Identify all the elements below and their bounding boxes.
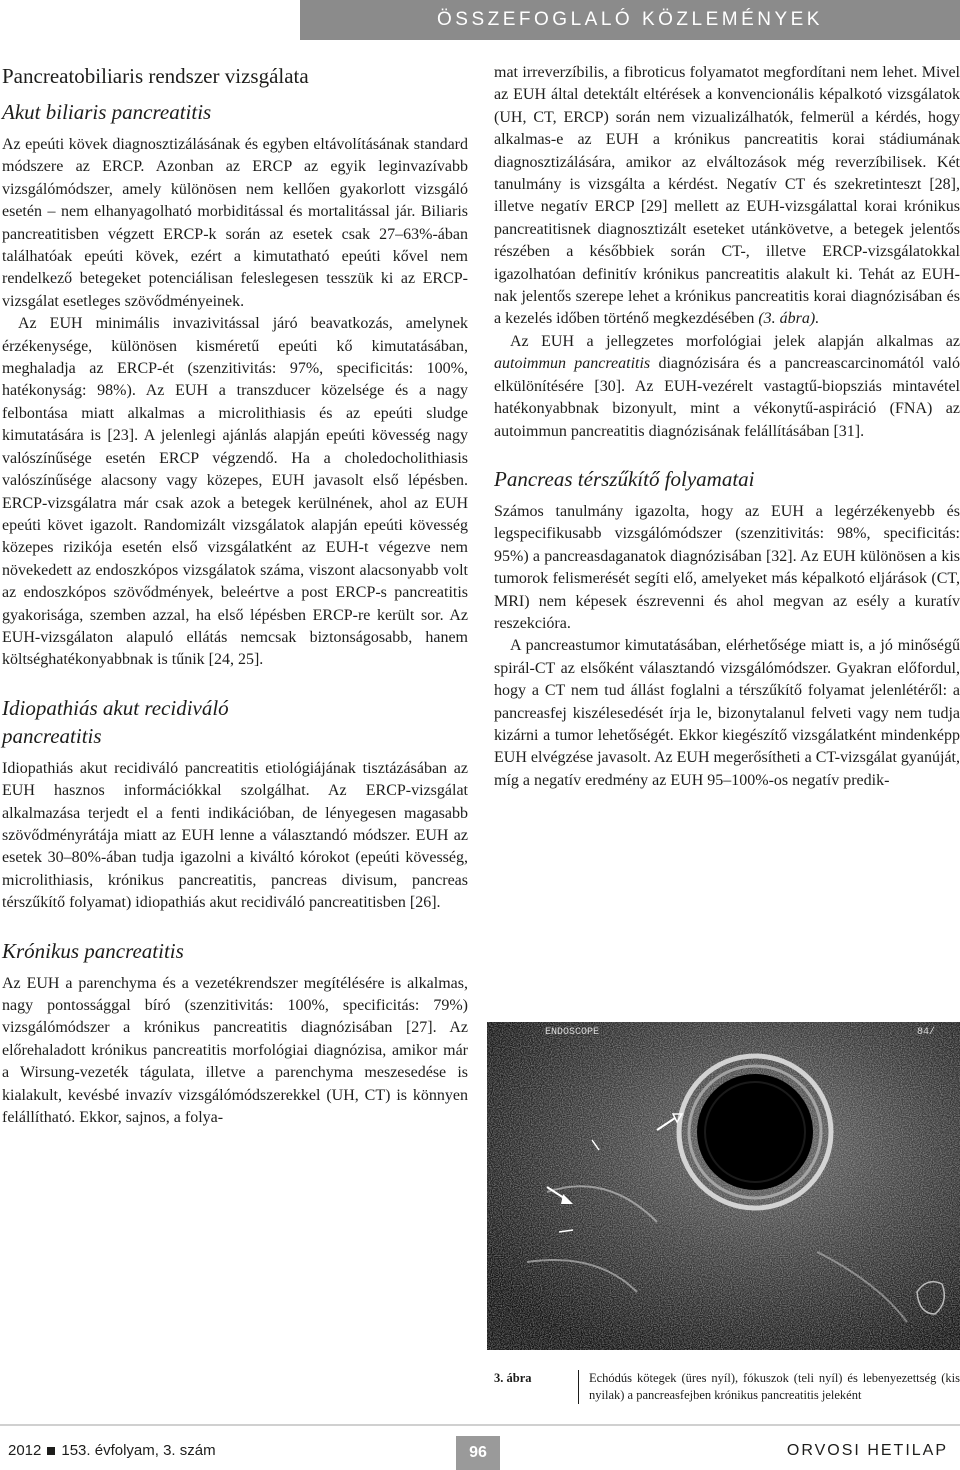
section-heading: Pancreatobiliaris rendszer vizsgálata [2, 64, 309, 88]
square-bullet-icon [47, 1447, 55, 1455]
eus-overlay-label: ENDOSCOPE [545, 1027, 600, 1038]
subheading-pancreas-terszukito: Pancreas térszűkítő folyamatai [494, 466, 755, 491]
figure-label: 3. ábra [494, 1371, 532, 1385]
journal-name: ORVOSI HETILAP [786, 1442, 948, 1459]
eus-overlay-readout: 84/ [917, 1027, 936, 1038]
subheading-idiopathias: Idiopathiás akut recidiváló pancreatitis [2, 695, 229, 748]
paragraph: A pancreastumor kimutatásában, elérhetősége miatt is, a jó minőségű spirál-CT az elsőként választandó vizsgálómódszer. Gyakran előfordul, hogy a CT nem tud állást foglalni a térszűkítő folyamat jelenlétéről: a pancreasfej kiszélesedését írja le, bizonytalanul felveti vagy nem tudja kizárni a tumor lehetőségét. Ekkor kiegészítő vizsgálatként mindenképp EUH elvégzése javasolt. Az EUH megerősítheti a CT-vizsgálat gyanúját, míg a negatív eredmény az EUH 95–100%-os negatív predik- [494, 637, 960, 789]
paragraph [494, 62, 960, 331]
paragraph: Az epeúti kövek diagnosztizálásának és egyben eltávolításának standard módszere az ERCP. Azonban az ERCP az egyik leginvazívabb vizsgálómódszer, amely különösen nem kellően gyakorlott vizsgáló esetén – nem elhanyagolható morbiditással és mortalitással jár. Biliaris pancreatitisben végzett ERCP-k során az esetek csak 27–63%-ában találhatóak epeúti kövek, ezért a kimutatható epeúti kővel nem rendelkező betegeket potenciálisan feleslegesen tesszük ki az ERCP-vizsgálat esetleges szövődményeinek. [2, 136, 468, 310]
figure-reference: (3. ábra). [758, 310, 820, 328]
page-footer [0, 1436, 960, 1470]
paragraph: Az EUH a parenchyma és a vezetékrendszer megítélésére is alkalmas, nagy pontossággal bíró (szenzitivitás: 100%, specificitás: 79%) vizsgálómódszer a krónikus pancreatitis diagnózisában [27]. Az előrehaladott krónikus pancreatitis morfológiai diagnózisa, amikor már a Wirsung-vezeték tágulata, illetve a parenchyma meszesedése is kialakult, kevésbé invazív vizsgálómódszerekkel (UH, CT) is könnyen felállítható. Ekkor, sajnos, a folya- [2, 974, 468, 1127]
footer-issue [8, 1442, 216, 1459]
eus-ultrasound-image [487, 1022, 960, 1350]
section-header-label: ÖSSZEFOGLALÓ KÖZLEMÉNYEK [437, 9, 823, 30]
page-number: 96 [456, 1436, 500, 1470]
section-header [300, 0, 960, 40]
figure-caption-text: Echódús kötegek (üres nyíl), fókuszok (teli nyíl) és lebenyezettség (kis nyilak) a pancreasfejben krónikus pancreatitis jeleként [589, 1371, 960, 1402]
figure-caption [494, 1370, 960, 1404]
caption-divider [578, 1370, 579, 1404]
right-column [494, 62, 960, 792]
paragraph [494, 331, 960, 443]
paragraph-text: diagnózisára és a pancreascarcinomától való elkülönítésére [30]. Az EUH-vezérelt vastagtű-biopsziás mintavétel hatékonyabbnak bizonyult, mint a vékonytű-aspiráció (FNA) az autoimmun pancreatitis diagnózisának felállításában [31]. [494, 355, 960, 440]
footer-year: 2012 [8, 1442, 42, 1459]
paragraph: Számos tanulmány igazolta, hogy az EUH a legérzékenyebb és legspecifikusabb vizsgálómódszer (szenzitivitás: 98%, specificitás: 95%) a pancreasdaganatok diagnózisában [32]. Az EUH különösen a kis tumorok felismerését segíti elő, amelyeket más képalkotó eljárások (CT, MRI) nem képesek észrevenni és ahol megvan az esély a kuratív reszekcióra. [494, 502, 960, 632]
emphasis-term: autoimmun pancreatitis [494, 355, 651, 373]
paragraph-text: mat irreverzíbilis, a fibroticus folyamatot megfordítani nem lehet. Mivel az EUH által detektált eltérések a konvencionális képalkotó vizsgálatok (UH, CT, ERCP) során nem vizualizálhatók, felmerül a kérdés, hogy alkalmas-e az EUH a krónikus pancreatitis korai stádiumának diagnosztizálására, amikor az elváltozások még reverzíbilisek. Két tanulmány is vizsgálta a kérdést. Negatív CT és szekretinteszt [28], illetve negatív ERCP [29] mellett az EUH-vizsgálattal korai krónikus pancreatitisnek diagnosztizált eseteket utánkövetve, a betegek jelentős részében a későbbiek során CT-, illetve ERCP-vizsgálatokkal igazolhatóan definitív krónikus pancreatitis alakult ki. Tehát az EUH-nak jelentős szerepe lehet a krónikus pancreatitis korai diagnózisában és a kezelés időben történő megkezdésében [494, 64, 960, 328]
footer-divider [0, 1424, 960, 1426]
left-column [2, 62, 468, 1129]
paragraph: Idiopathiás akut recidiváló pancreatitis etiológiájának tisztázásában az EUH hasznos információkkal szolgálhat. Az ERCP-vizsgálat alkalmazása terjedt el a fenti indikációban, de lényegesen magasabb szövődményrátája miatt az EUH lenne a választandó módszer. EUH az esetek 30–80%-ában tudja igazolni a kiváltó kórokot (epeúti kövesség, microlithiasis, krónikus pancreatitis, pancreas divisum, pancreas térszűkítő folyamat) idiopathiás akut recidiváló pancreatitisben [26]. [2, 759, 468, 912]
paragraph: Az EUH minimális invazivitással járó beavatkozás, amelynek érzékenysége, különösen kisméretű epeúti kő kimutatásában, meghaladja az ERCP-ét (szenzitivitás: 97%, specificitás: 100%, hatékonyság: 98%). Az EUH a transzducer közelsége és a nagy felbontása miatt alkalmas a microlithiasis és az epeúti sludge kimutatására is [23]. A jelenlegi ajánlás alapján epeúti kövesség nagy valószínűsége esetén ERCP végzendő. Ha a choledocholithiasis valószínűsége alacsony vagy közepes, EUH javasolt első lépésben. ERCP-vizsgálatra már csak azok a betegek kerülnének, ahol az EUH epeúti követ igazolt. Randomizált vizsgálatok alapján epeúti kövesség közepes rizikója esetén első vizsgálatként az EUH-t végezve nem növekedett az endoszkópos vizsgálatok száma, viszont alacsonyabb volt az endoszkópos szövődmények, beleértve a post ERCP-s pancreatitis gyakorisága, szemben azzal, ha első lépésben ERCP-re került sor. Az EUH-vizsgálaton alapuló ellátás nemcsak biztonságosabb, hanem költséghatékonyabbnak is tűnik [24, 25]. [2, 315, 468, 669]
subheading-akut-biliaris: Akut biliaris pancreatitis [2, 100, 212, 124]
footer-volume: 153. évfolyam, 3. szám [61, 1442, 216, 1459]
paragraph-text: Az EUH a jellegzetes morfológiai jelek alapján alkalmas az [510, 332, 960, 350]
subheading-kronikus: Krónikus pancreatitis [2, 938, 184, 963]
